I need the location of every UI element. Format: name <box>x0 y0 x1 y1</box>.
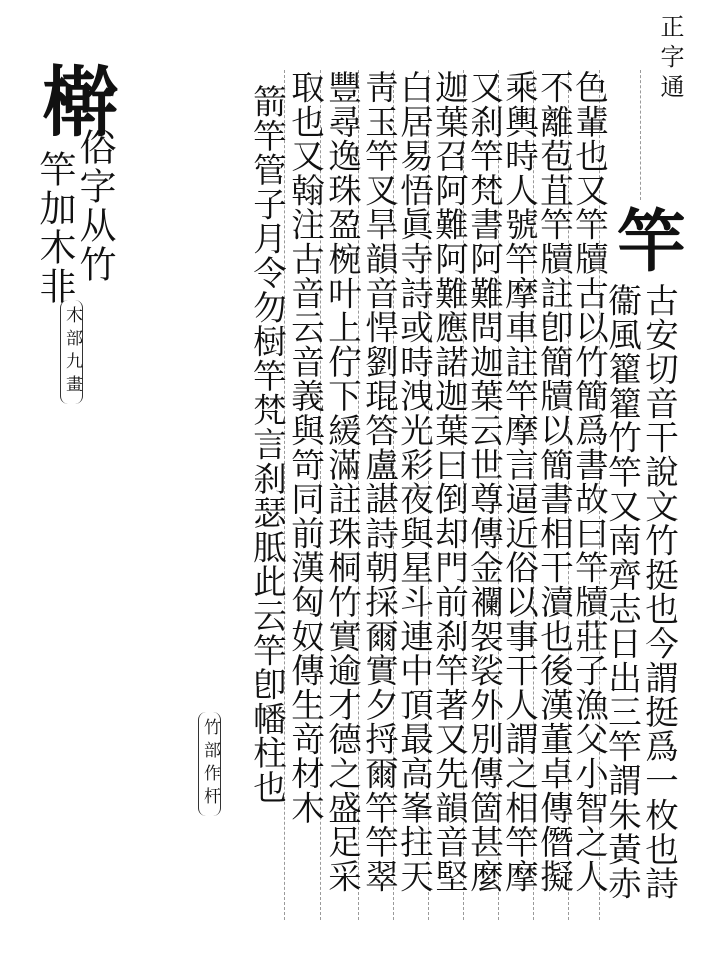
body-text-column-9: 靑玉竿叉旱韻音悍劉琨答盧諶詩朝採爾實夕捋爾竿竿翠 <box>359 70 399 894</box>
body-text-column-4: 不離苞苴竿牘註卽簡牘以簡書相干瀆也後漢董卓傳僭擬 <box>534 70 574 894</box>
body-text-column-11: 取也又翰注古音云音義與笴同前漢匈奴傳生竒材木 <box>285 70 325 825</box>
variant-note-column-1: 俗字从竹 <box>73 128 116 284</box>
body-text-column-10: 豐尋逸珠盈椀叶上佇下緩滿註珠桐竹實逾才德之盛足采 <box>322 70 362 894</box>
body-text-column-12: 箭竿管子月令勿𣗳竿梵言刹瑟胝此云竿卽幡柱也 <box>247 84 287 805</box>
body-text-column-8: 白居易悟眞寺詩或時洩光彩夜與星斗連中頂最高峯拄天 <box>394 70 434 894</box>
entry-head-character: 竿 <box>606 205 686 273</box>
handwritten-annotation-bottom: 竹部作杆 <box>198 712 221 816</box>
book-title-header: 正字通 <box>656 14 684 104</box>
body-text-column-1: 古安切音干說文竹挺也今謂挺爲一枚也詩 <box>639 283 679 901</box>
variant-head-character: 檊 <box>30 62 119 138</box>
body-text-column-2: 衞風籊籊竹竿又南齊志日出三竿謂朱黃赤 <box>602 283 642 901</box>
body-text-column-5: 乘輿時人號竿摩車註竿摩言逼近俗以事干人謂之相竿摩 <box>499 70 539 894</box>
column-rule <box>640 70 641 200</box>
body-text-column-3: 色輩也又竿牘古以竹簡爲書故曰竿牘莊子漁父小智之人 <box>569 70 609 894</box>
body-text-column-7: 迦葉召阿難阿難應諾迦葉曰倒却門前刹竿著又先韻音堅 <box>429 70 469 894</box>
variant-note-column-2: 竿加木非 <box>33 150 76 306</box>
body-text-column-6: 又刹竿梵書阿難問迦葉云世尊傳金襴袈裟外別傳箇甚麼 <box>464 70 504 894</box>
handwritten-annotation-left: 木部九畫 <box>60 300 83 404</box>
